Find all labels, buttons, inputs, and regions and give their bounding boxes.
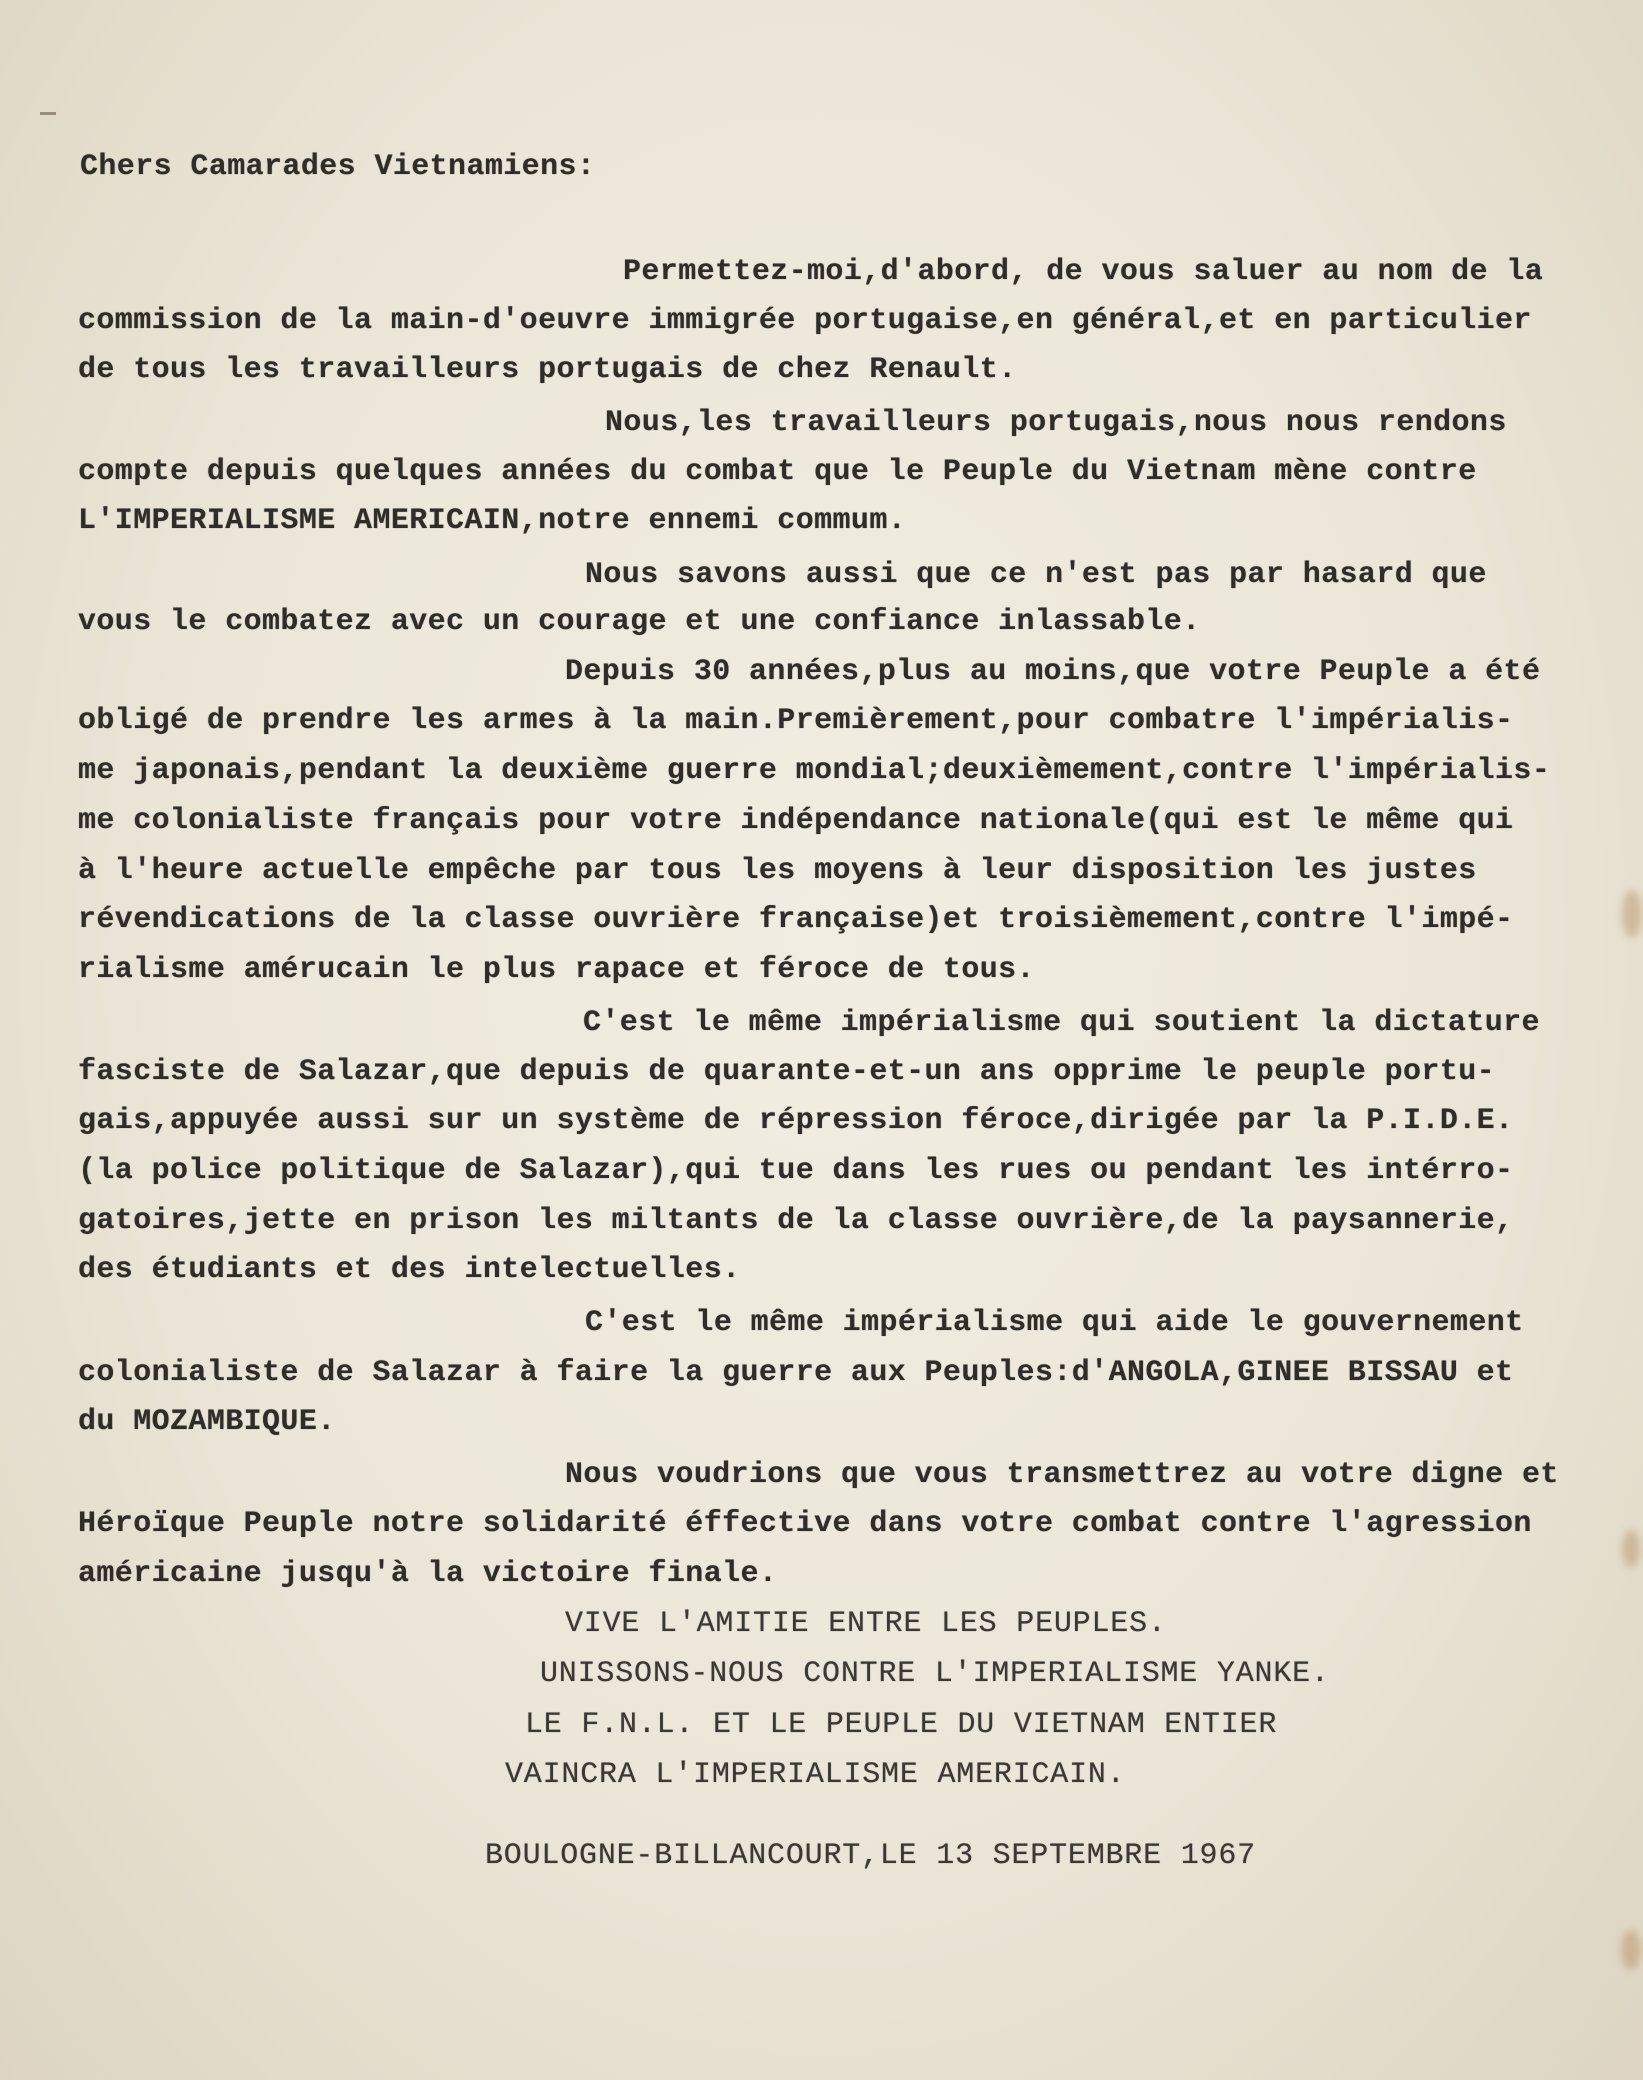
- body-line: colonialiste de Salazar à faire la guerre aux Peuples:d'ANGOLA,GINEE BISSAU et: [78, 1356, 1514, 1390]
- body-line: des étudiants et des intelectuelles.: [78, 1253, 741, 1287]
- closing-slogan: LE F.N.L. ET LE PEUPLE DU VIETNAM ENTIER: [525, 1708, 1278, 1742]
- body-line: C'est le même impérialisme qui aide le gouvernement: [585, 1306, 1524, 1340]
- body-line: me japonais,pendant la deuxième guerre mondial;deuxièmement,contre l'impérialis-: [78, 754, 1551, 788]
- body-line: L'IMPERIALISME AMERICAIN,notre ennemi commum.: [78, 504, 907, 538]
- body-line: obligé de prendre les armes à la main.Premièrement,pour combatre l'impérialis-: [78, 704, 1514, 738]
- body-line: Nous voudrions que vous transmettrez au votre digne et: [565, 1458, 1559, 1492]
- body-line: Héroïque Peuple notre solidarité éffective dans votre combat contre l'agression: [78, 1507, 1532, 1541]
- body-line: C'est le même impérialisme qui soutient la dictature: [583, 1006, 1540, 1040]
- body-line: vous le combatez avec un courage et une confiance inlassable.: [78, 605, 1201, 639]
- body-line: américaine jusqu'à la victoire finale.: [78, 1557, 778, 1591]
- body-line: révendications de la classe ouvrière française)et troisièmement,contre l'impé-: [78, 903, 1514, 937]
- body-line: Nous savons aussi que ce n'est pas par hasard que: [585, 558, 1487, 592]
- body-line: à l'heure actuelle empêche par tous les moyens à leur disposition les justes: [78, 854, 1477, 888]
- body-line: de tous les travailleurs portugais de chez Renault.: [78, 353, 1017, 387]
- body-line: Nous,les travailleurs portugais,nous nous rendons: [605, 406, 1507, 440]
- paper-stain: [1622, 890, 1642, 938]
- body-line: compte depuis quelques années du combat que le Peuple du Vietnam mène contre: [78, 455, 1477, 489]
- body-line: rialisme amérucain le plus rapace et féroce de tous.: [78, 953, 1035, 987]
- salutation: Chers Camarades Vietnamiens:: [80, 150, 596, 184]
- closing-slogan: VAINCRA L'IMPERIALISME AMERICAIN.: [505, 1758, 1126, 1792]
- place-date: BOULOGNE-BILLANCOURT,LE 13 SEPTEMBRE 1967: [485, 1839, 1256, 1873]
- body-line: fasciste de Salazar,que depuis de quarante-et-un ans opprime le peuple portu-: [78, 1055, 1496, 1089]
- body-line: (la police politique de Salazar),qui tue dans les rues ou pendant les intérro-: [78, 1154, 1514, 1188]
- paper-stain: [1622, 1530, 1640, 1568]
- paper-stain: [1621, 1930, 1641, 1970]
- body-line: Permettez-moi,d'abord, de vous saluer au nom de la: [623, 255, 1544, 289]
- ink-mark: [40, 112, 56, 115]
- closing-slogan: VIVE L'AMITIE ENTRE LES PEUPLES.: [565, 1607, 1167, 1641]
- closing-slogan: UNISSONS-NOUS CONTRE L'IMPERIALISME YANKE.: [540, 1657, 1330, 1691]
- body-line: gatoires,jette en prison les miltants de la classe ouvrière,de la paysannerie,: [78, 1204, 1514, 1238]
- body-line: Depuis 30 années,plus au moins,que votre Peuple a été: [565, 655, 1541, 689]
- body-line: commission de la main-d'oeuvre immigrée portugaise,en général,et en particulier: [78, 304, 1532, 338]
- body-line: gais,appuyée aussi sur un système de répression féroce,dirigée par la P.I.D.E.: [78, 1104, 1514, 1138]
- body-line: me colonialiste français pour votre indépendance nationale(qui est le même qui: [78, 804, 1514, 838]
- body-line: du MOZAMBIQUE.: [78, 1405, 336, 1439]
